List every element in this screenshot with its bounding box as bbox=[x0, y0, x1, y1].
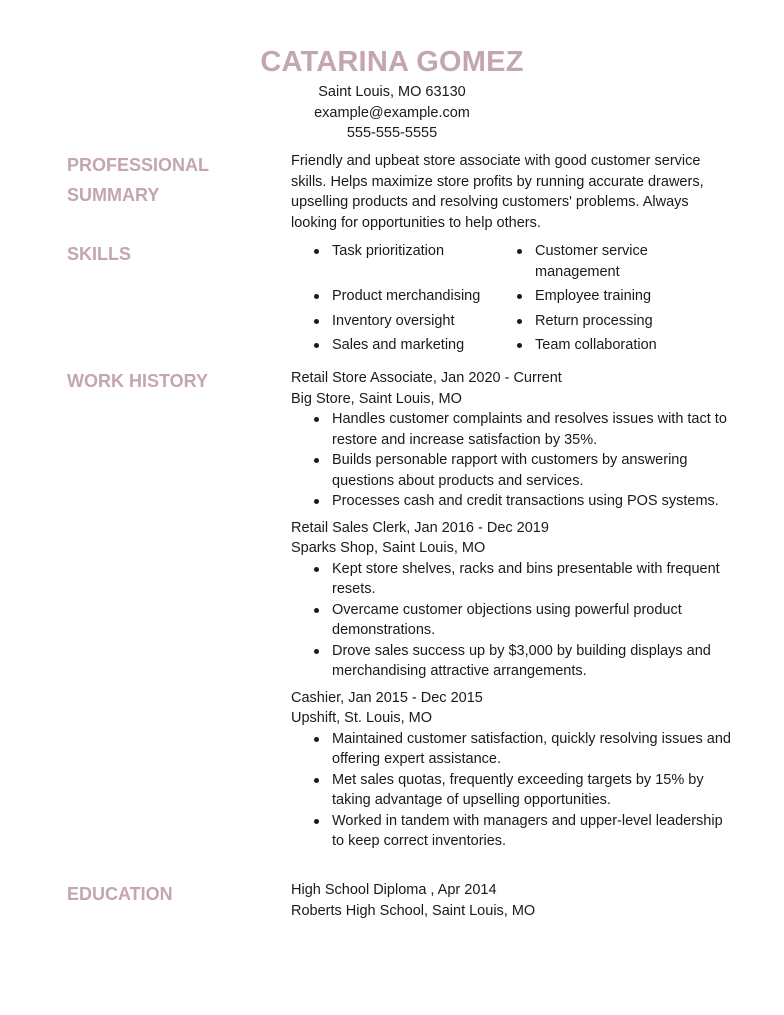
job-company: Upshift, St. Louis, MO bbox=[291, 710, 433, 726]
summary-heading bbox=[67, 150, 267, 210]
job-company: Big Store, Saint Louis, MO bbox=[291, 390, 462, 407]
job-bullet: Handles customer complaints and resolves issues with tact to restore and increase satisfaction by 35%. bbox=[291, 409, 731, 450]
education-body bbox=[291, 880, 731, 921]
summary-text: Friendly and upbeat store associate with good customer service skills. Helps maximize store profits by running accurate drawers, upselling products and resolving customers' problems. Always looking for opportunities to help others. bbox=[291, 153, 704, 231]
job-bullet: Maintained customer satisfaction, quickly resolving issues and offering expert assistance. bbox=[291, 729, 731, 770]
skill-item: Customer service management bbox=[494, 241, 697, 282]
work-heading: WORK HISTORY bbox=[67, 371, 209, 391]
summary-heading-line2: SUMMARY bbox=[67, 185, 160, 205]
skill-item: Sales and marketing bbox=[291, 335, 494, 356]
job-bullets bbox=[291, 729, 731, 852]
job-title: Retail Store Associate, Jan 2020 - Current bbox=[291, 370, 562, 386]
skill-item: Team collaboration bbox=[494, 335, 697, 356]
skill-item: Task prioritization bbox=[291, 241, 494, 282]
skill-item: Product merchandising bbox=[291, 286, 494, 307]
phone: 555-555-5555 bbox=[346, 125, 438, 141]
job-entry bbox=[291, 518, 731, 682]
summary-body bbox=[291, 151, 731, 233]
summary-heading-line1: PROFESSIONAL bbox=[67, 155, 210, 175]
job-bullet: Met sales quotas, frequently exceeding targets by 15% by taking advantage of upselling opportunities. bbox=[291, 770, 731, 811]
address: Saint Louis, MO 63130 bbox=[318, 84, 466, 100]
job-title: Cashier, Jan 2015 - Dec 2015 bbox=[291, 689, 483, 706]
job-bullet: Processes cash and credit transactions using POS systems. bbox=[291, 491, 731, 512]
work-body bbox=[291, 368, 731, 858]
skill-item: Inventory oversight bbox=[291, 311, 494, 332]
job-bullets bbox=[291, 559, 731, 682]
email: example@example.com bbox=[314, 104, 470, 121]
job-entry bbox=[291, 688, 731, 852]
job-bullet: Builds personable rapport with customers by answering questions about products and services. bbox=[291, 450, 731, 491]
skills-heading: SKILLS bbox=[67, 244, 132, 264]
job-bullet: Overcame customer objections using powerful product demonstrations. bbox=[291, 600, 731, 641]
job-bullets bbox=[291, 409, 731, 512]
candidate-name: CATARINA GOMEZ bbox=[260, 46, 524, 78]
skill-item: Return processing bbox=[494, 311, 697, 332]
job-bullet: Worked in tandem with managers and upper-level leadership to keep correct inventories. bbox=[291, 811, 731, 852]
job-company: Sparks Shop, Saint Louis, MO bbox=[291, 540, 486, 556]
education-heading: EDUCATION bbox=[67, 884, 173, 904]
contact-info bbox=[0, 82, 784, 144]
skill-item: Employee training bbox=[494, 286, 697, 307]
job-bullet: Kept store shelves, racks and bins presentable with frequent resets. bbox=[291, 559, 731, 600]
job-entry bbox=[291, 368, 731, 512]
job-title: Retail Sales Clerk, Jan 2016 - Dec 2019 bbox=[291, 519, 549, 536]
degree: High School Diploma , Apr 2014 bbox=[291, 882, 497, 898]
skills-list bbox=[291, 241, 731, 356]
job-bullet: Drove sales success up by $3,000 by building displays and merchandising attractive arrangements. bbox=[291, 641, 731, 682]
skills-body bbox=[291, 241, 731, 356]
school: Roberts High School, Saint Louis, MO bbox=[291, 902, 536, 919]
